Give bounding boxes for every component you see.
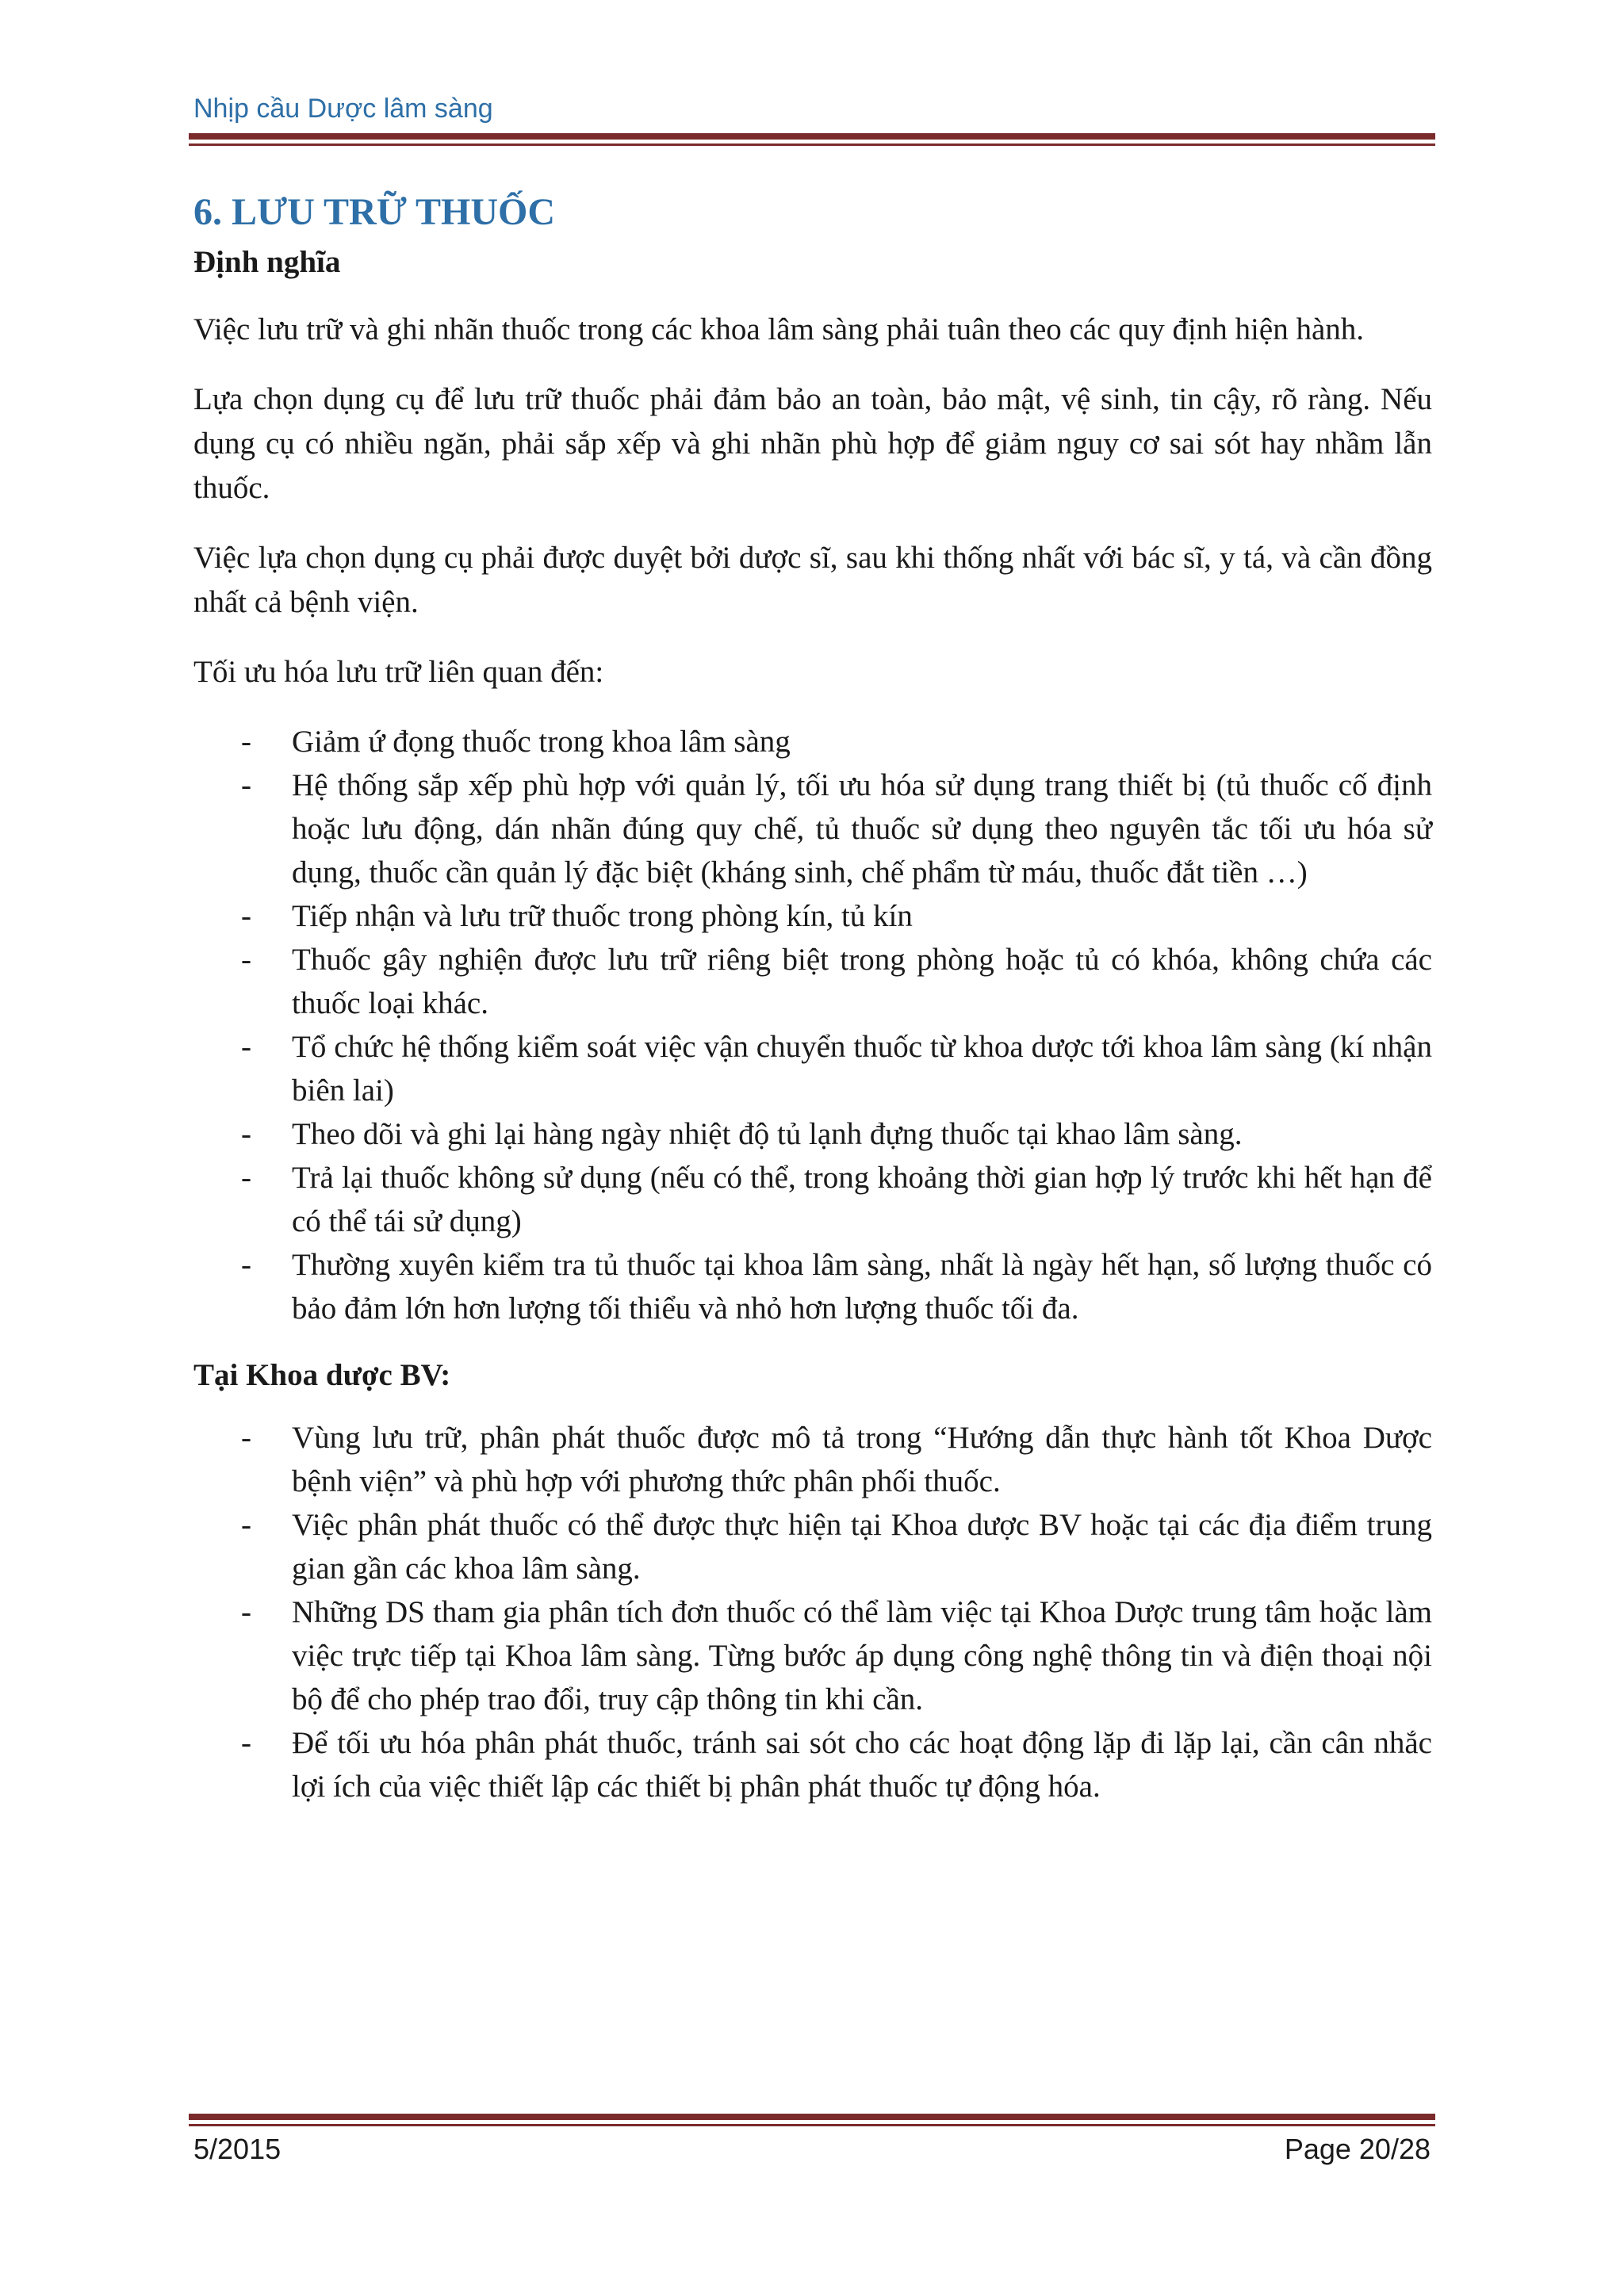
list-item-text: Tiếp nhận và lưu trữ thuốc trong phòng kín, tủ kín [292, 899, 913, 933]
list-item [193, 1590, 1432, 1721]
list-item [193, 1025, 1432, 1112]
list-item-text: Trả lại thuốc không sử dụng (nếu có thể, trong khoảng thời gian hợp lý trước khi hết hạn để có thể tái sử dụng) [292, 1161, 1432, 1238]
list-dash: - [241, 1508, 251, 1542]
list-dash: - [241, 1117, 251, 1151]
list-item [193, 1503, 1432, 1590]
list-item-text: Để tối ưu hóa phân phát thuốc, tránh sai sót cho các hoạt động lặp đi lặp lại, cần cân nhắc lợi ích của việc thiết lập các thiết bị phân phát thuốc tự động hóa. [292, 1726, 1432, 1804]
list-dash: - [241, 943, 251, 977]
list-item-text: Vùng lưu trữ, phân phát thuốc được mô tả trong “Hướng dẫn thực hành tốt Khoa Dược bệnh viện” và phù hợp với phương thức phân phối thuốc. [292, 1421, 1432, 1498]
list-item [193, 894, 1432, 938]
list-item-text: Giảm ứ đọng thuốc trong khoa lâm sàng [292, 725, 791, 759]
list-item [193, 1243, 1432, 1330]
list-item [193, 1721, 1432, 1808]
footer-date: 5/2015 [193, 2133, 282, 2165]
section-title: 6. LƯU TRỮ THUỐC [193, 191, 556, 233]
optimization-list [193, 720, 1432, 1330]
list-dash: - [241, 1421, 251, 1455]
list-item-text: Những DS tham gia phân tích đơn thuốc có thể làm việc tại Khoa Dược trung tâm hoặc làm việc trực tiếp tại Khoa lâm sàng. Từng bước áp dụng công nghệ thông tin và điện thoại nội bộ để cho phép trao đổi, truy cập thông tin khi cần. [292, 1595, 1432, 1716]
list-item-text: Theo dõi và ghi lại hàng ngày nhiệt độ tủ lạnh đựng thuốc tại khao lâm sàng. [292, 1117, 1243, 1151]
footer-rule-thick [189, 2114, 1435, 2120]
list-dash: - [241, 768, 251, 802]
list-item-text: Hệ thống sắp xếp phù hợp với quản lý, tối ưu hóa sử dụng trang thiết bị (tủ thuốc cố định hoặc lưu động, dán nhãn đúng quy chế, tủ thuốc sử dụng theo nguyên tắc tối ưu hóa sử dụng, thuốc cần quản lý đặc biệt (kháng sinh, chế phẩm từ máu, thuốc đắt tiền …) [292, 768, 1432, 890]
list-dash: - [241, 1595, 251, 1629]
list-item-text: Thường xuyên kiểm tra tủ thuốc tại khoa lâm sàng, nhất là ngày hết hạn, số lượng thuốc có bảo đảm lớn hơn lượng tối thiểu và nhỏ hơn lượng thuốc tối đa. [292, 1248, 1432, 1326]
paragraph: Việc lựa chọn dụng cụ phải được duyệt bởi dược sĩ, sau khi thống nhất với bác sĩ, y tá, và cần đồng nhất cả bệnh viện. [193, 541, 1432, 619]
list-item [193, 720, 1432, 763]
paragraph: Lựa chọn dụng cụ để lưu trữ thuốc phải đảm bảo an toàn, bảo mật, vệ sinh, tin cậy, rõ ràng. Nếu dụng cụ có nhiều ngăn, phải sắp xếp và ghi nhãn phù hợp để giảm nguy cơ sai sót hay nhầm lẫn thuốc. [193, 382, 1432, 505]
list-dash: - [241, 1030, 251, 1064]
list-dash: - [241, 1161, 251, 1195]
list-item [193, 938, 1432, 1025]
list-item-text: Tổ chức hệ thống kiểm soát việc vận chuyển thuốc từ khoa dược tới khoa lâm sàng (kí nhận biên lai) [292, 1030, 1432, 1108]
pharmacy-list [193, 1416, 1432, 1808]
list-item-text: Việc phân phát thuốc có thể được thực hiện tại Khoa dược BV hoặc tại các địa điểm trung gian gần các khoa lâm sàng. [292, 1508, 1432, 1586]
pharmacy-heading: Tại Khoa dược BV: [193, 1358, 451, 1392]
definition-heading: Định nghĩa [193, 245, 341, 279]
list-dash: - [241, 899, 251, 933]
header-rule-thin [189, 144, 1435, 146]
paragraph: Việc lưu trữ và ghi nhãn thuốc trong các khoa lâm sàng phải tuân theo các quy định hiện hành. [193, 312, 1365, 346]
list-item [193, 1112, 1432, 1156]
footer-rule-thin [189, 2124, 1435, 2126]
paragraph: Tối ưu hóa lưu trữ liên quan đến: [193, 655, 604, 689]
list-dash: - [241, 1248, 251, 1282]
list-item [193, 763, 1432, 894]
list-item [193, 1416, 1432, 1503]
list-item [193, 1156, 1432, 1243]
page-body [193, 189, 1432, 1834]
list-dash: - [241, 725, 251, 759]
list-item-text: Thuốc gây nghiện được lưu trữ riêng biệt trong phòng hoặc tủ có khóa, không chứa các thuốc loại khác. [292, 943, 1432, 1020]
list-dash: - [241, 1726, 251, 1760]
running-header: Nhịp cầu Dược lâm sàng [193, 94, 493, 124]
page-number: Page 20/28 [1284, 2133, 1431, 2165]
header-rule-thick [189, 133, 1435, 140]
